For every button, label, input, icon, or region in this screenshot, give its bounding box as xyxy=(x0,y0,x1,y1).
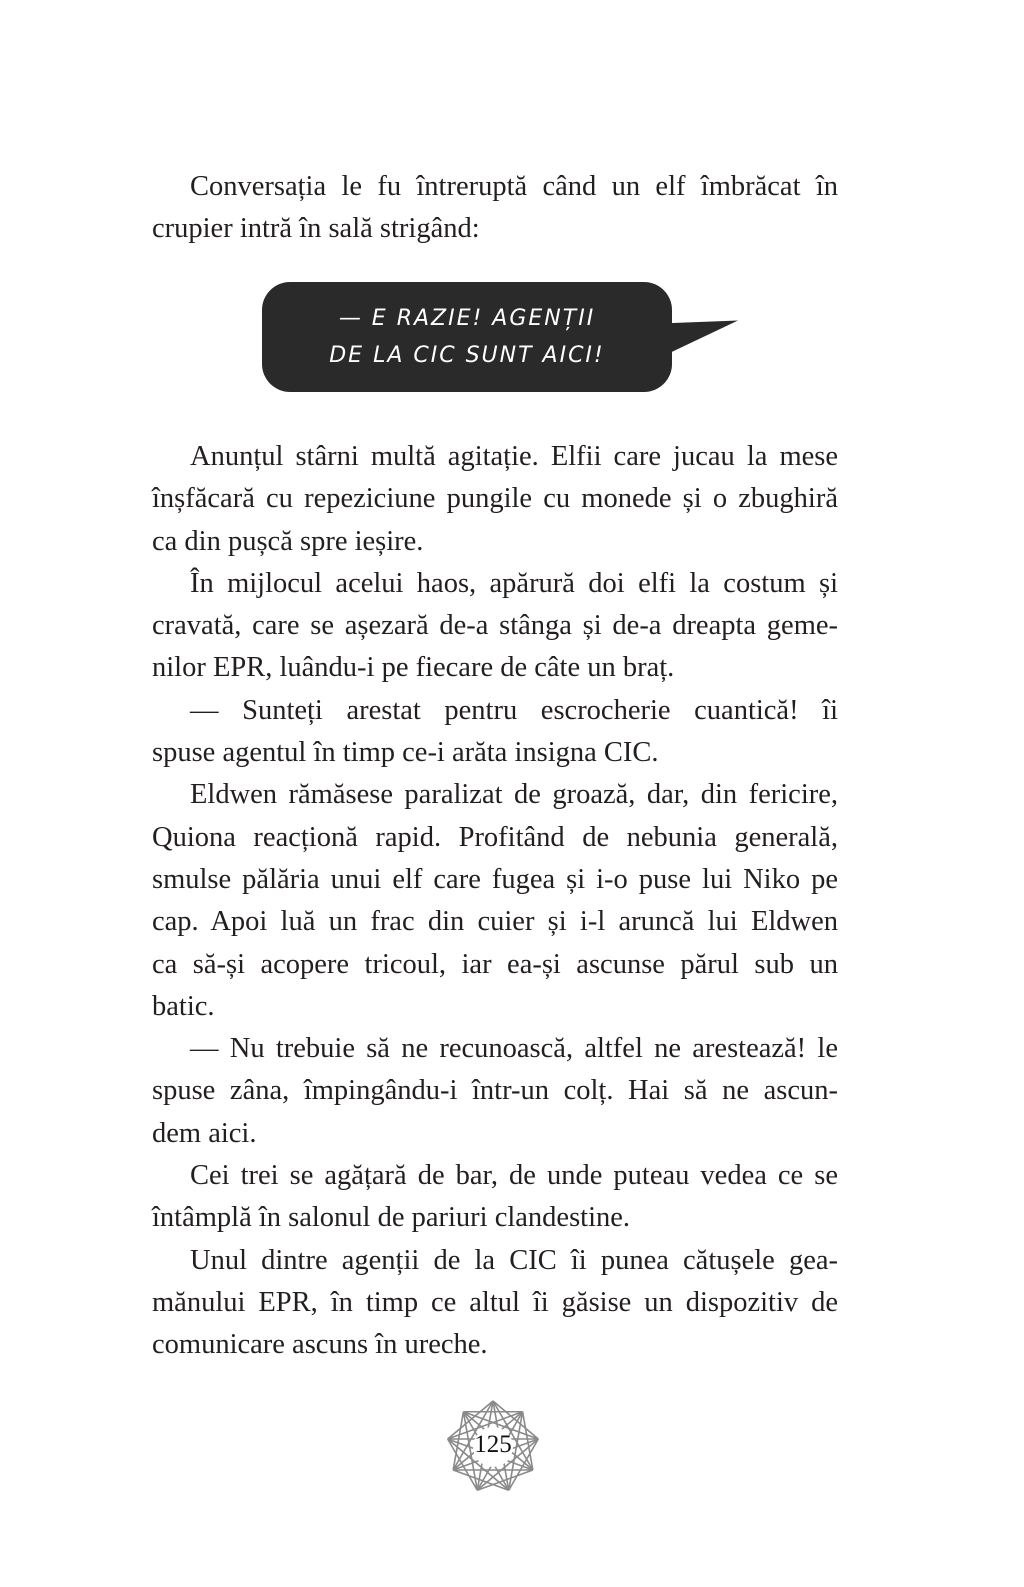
paragraph-line: Cei trei se agățară de bar, de unde puteau vedea ce se xyxy=(190,1160,838,1192)
paragraph-line: crupier intră în sală strigând: xyxy=(152,213,480,245)
paragraph-line: dem aici. xyxy=(152,1117,257,1149)
paragraph-line: ca să-și acopere tricoul, iar ea-și ascunse părul sub un xyxy=(152,948,838,980)
paragraph-line: nilor EPR, luându-i pe fiecare de câte un braț. xyxy=(152,652,675,684)
paragraph-line: Conversația le fu întreruptă când un elf îmbrăcat în xyxy=(190,171,838,202)
paragraph-line: batic. xyxy=(152,990,215,1022)
paragraph-line: Quiona reacționă rapid. Profitând de nebunia generală, xyxy=(152,821,838,853)
paragraph-line: spuse zâna, împingându-i într-un colț. Hai să ne ascun- xyxy=(152,1075,838,1107)
paragraph-line: întâmplă în salonul de pariuri clandestine. xyxy=(152,1202,631,1234)
paragraph-line: cap. Apoi luă un frac din cuier și i-l aruncă lui Eldwen xyxy=(152,906,838,938)
paragraph-line: înșfăcară cu repeziciune pungile cu monede și o zbughiră xyxy=(152,483,838,515)
paragraph-line: cravată, care se așezară de-a stânga și de-a dreapta geme- xyxy=(152,610,838,642)
speech-bubble xyxy=(262,282,672,392)
paragraph-line: Unul dintre agenții de la CIC îi punea cătușele gea- xyxy=(190,1244,838,1276)
paragraph-line: comunicare ascuns în ureche. xyxy=(152,1329,488,1361)
paragraph-line: smulse pălăria unui elf care fugea și i-o puse lui Niko pe xyxy=(152,863,838,895)
page-number-emblem xyxy=(443,1397,543,1497)
speech-bubble-line-2: DE LA CIC SUNT AICI! xyxy=(329,343,605,368)
paragraph-line: ca din pușcă spre ieșire. xyxy=(152,525,424,557)
paragraph-line: În mijlocul acelui haos, apărură doi elfi la costum și xyxy=(190,567,838,599)
page-number: 125 xyxy=(474,1431,512,1458)
text-block-main xyxy=(152,436,838,1367)
text-block-top xyxy=(152,166,838,251)
paragraph-line: — Nu trebuie să ne recunoască, altfel ne arestează! le xyxy=(190,1033,838,1065)
speech-bubble-line-1: — E RAZIE! AGENȚII xyxy=(338,306,596,331)
paragraph-line: Anunțul stârni multă agitație. Elfii care jucau la mese xyxy=(190,441,838,472)
paragraph-line: Eldwen rămăsese paralizat de groază, dar, din fericire, xyxy=(190,779,838,811)
paragraph-line: spuse agentul în timp ce-i arăta insigna CIC. xyxy=(152,737,659,769)
paragraph-line: — Sunteți arestat pentru escrocherie cuantică! îi xyxy=(190,694,838,726)
paragraph-line: mănului EPR, în timp ce altul îi găsise un dispozitiv de xyxy=(152,1286,838,1318)
